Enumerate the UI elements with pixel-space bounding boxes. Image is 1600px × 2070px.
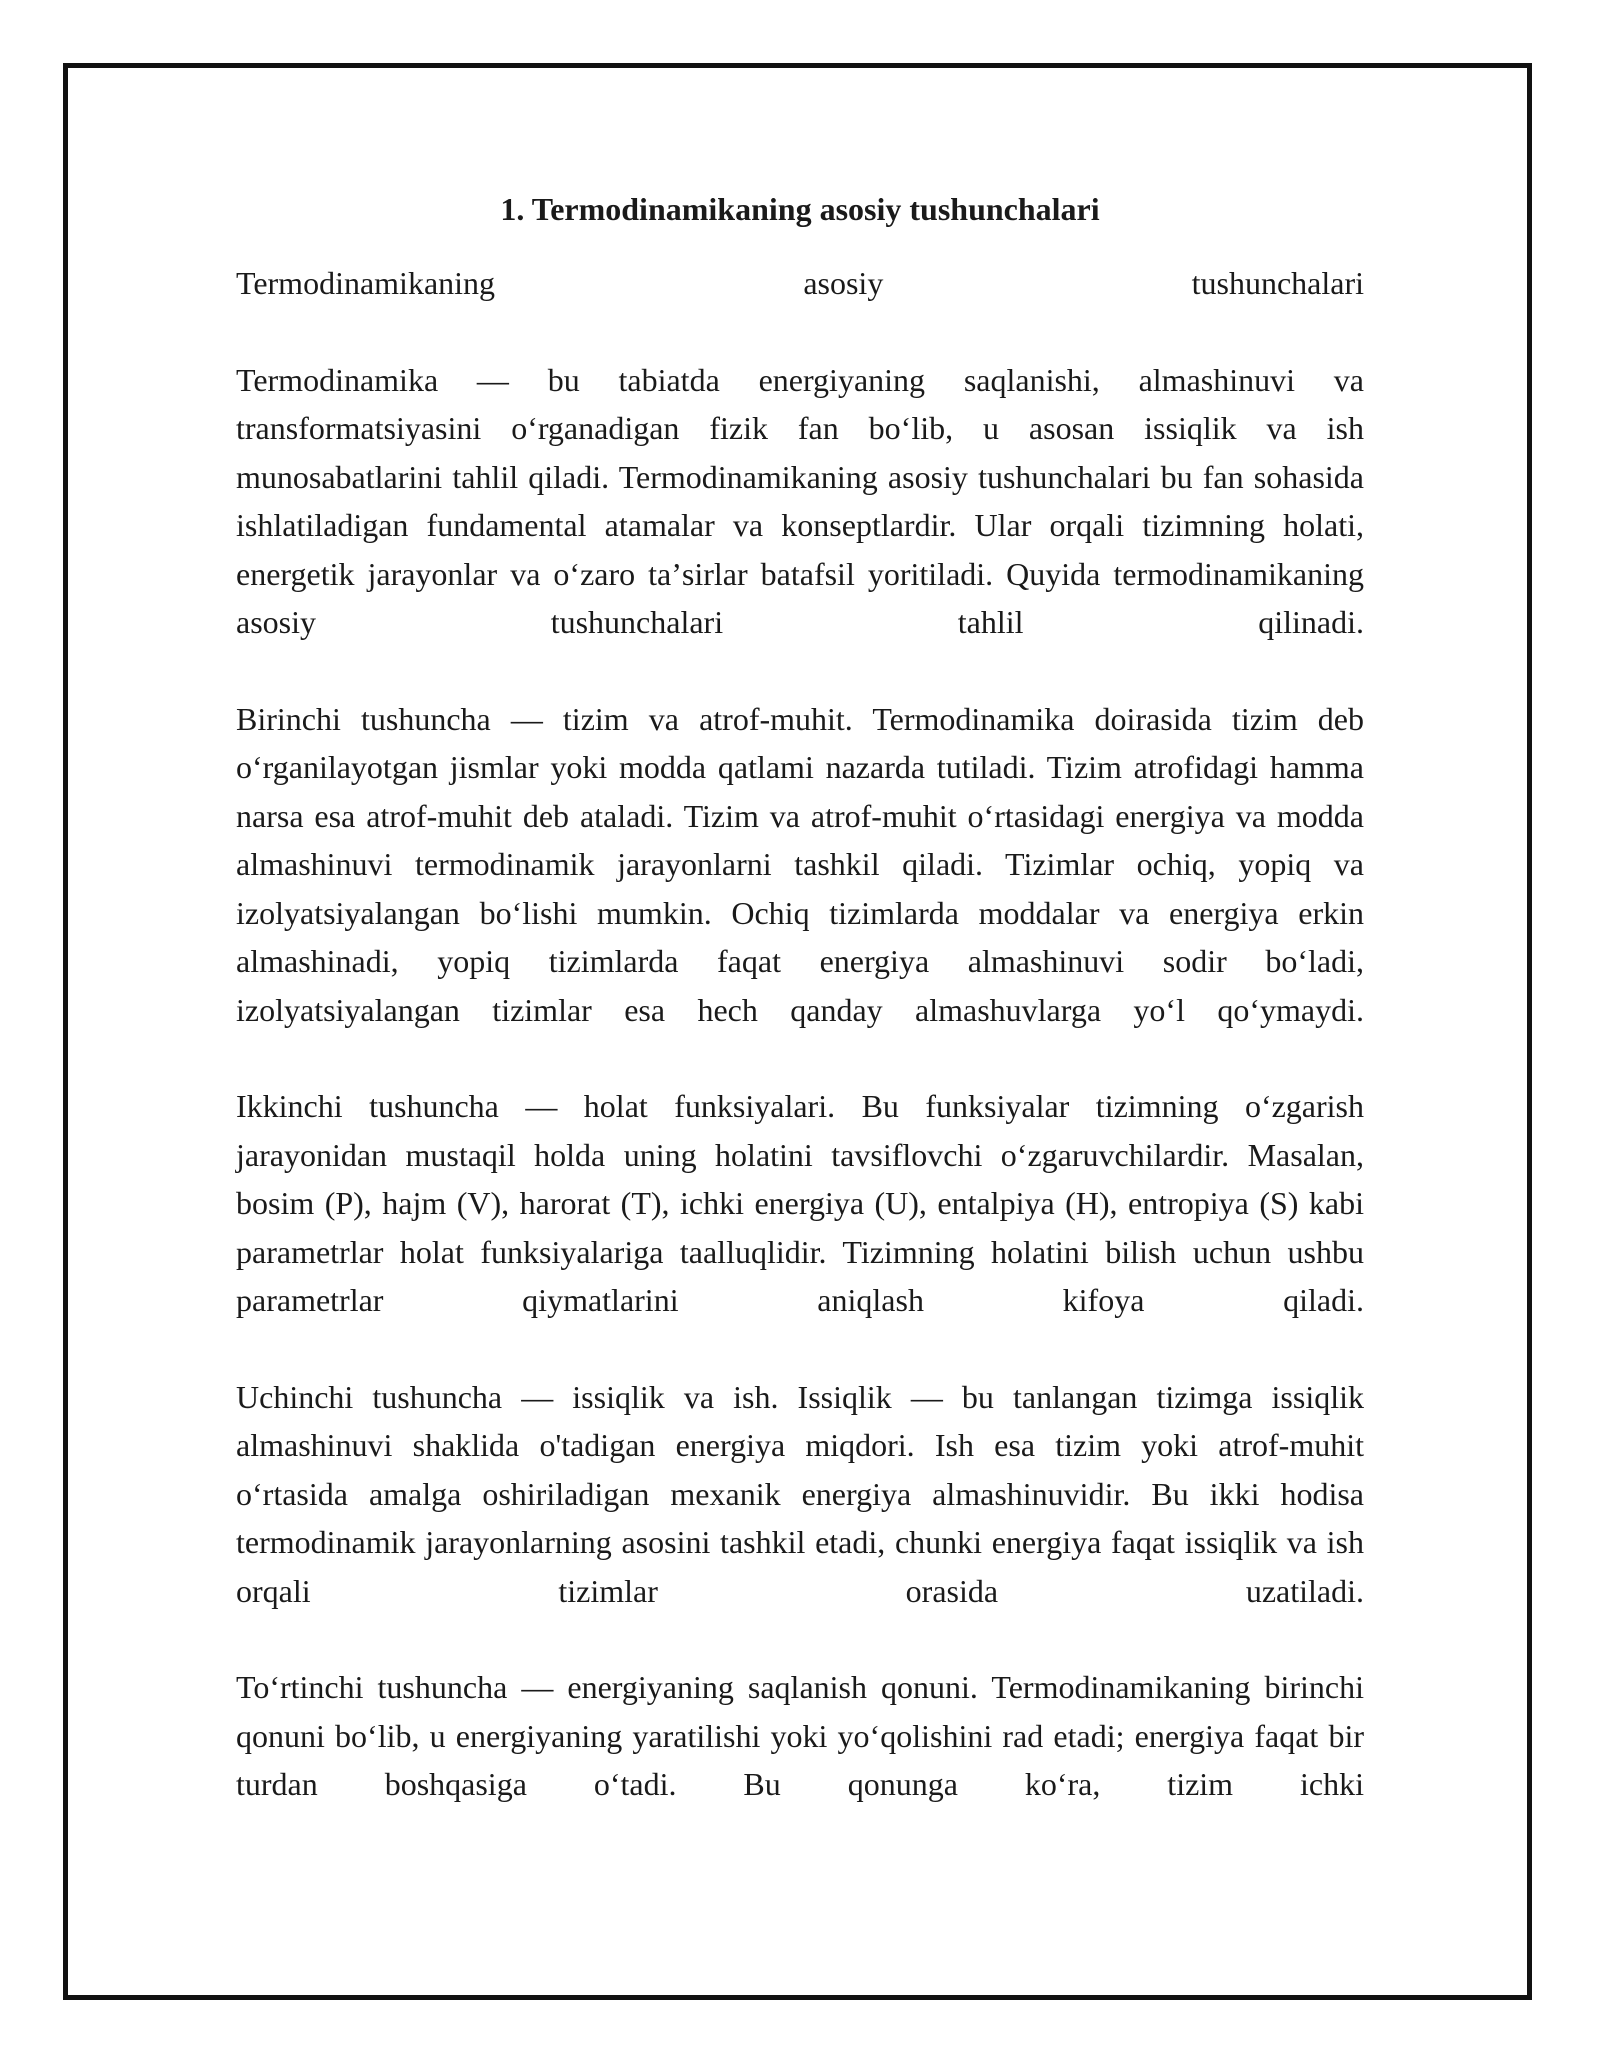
paragraph-fourth-concept: Toʻrtinchi tushuncha — energiyaning saqlanish qonuni. Termodinamikaning birinchi qonuni boʻlib, u energiyaning yaratilishi yoki yoʻqolishini rad etadi; energiya faqat bir turdan boshqasiga oʻtadi. Bu qonunga koʻra, tizim ichki — [236, 1669, 1364, 1802]
paragraph-second-concept: Ikkinchi tushuncha — holat funksiyalari. Bu funksiyalar tizimning oʻzgarish jarayonidan mustaqil holda uning holatini tavsiflovchi oʻzgaruvchilardir. Masalan, bosim (P), hajm (V), harorat (T), ichki energiya (U), entalpiya (H), entropiya (S) kabi parametrlar holat funksiyalariga taalluqlidir. Tizimning holatini bilish uchun ushbu parametrlar qiymatlarini aniqlash kifoya qiladi. — [236, 1088, 1364, 1318]
paragraph-intro: Termodinamika — bu tabiatda energiyaning saqlanishi, almashinuvi va transformatsiyasini oʻrganadigan fizik fan boʻlib, u asosan issiqlik va ish munosabatlarini tahlil qiladi. Termodinamikaning asosiy tushunchalari bu fan sohasida ishlatiladigan fundamental atamalar va konseptlardir. Ular orqali tizimning holati, energetik jarayonlar va oʻzaro taʼsirlar batafsil yoritiladi. Quyida termodinamikaning asosiy tushunchalari tahlil qilinadi. — [236, 361, 1364, 640]
paragraph-first-concept: Birinchi tushuncha — tizim va atrof-muhit. Termodinamika doirasida tizim deb oʻrganilayotgan jismlar yoki modda qatlami nazarda tutiladi. Tizim atrofidagi hamma narsa esa atrof-muhit deb ataladi. Tizim va atrof-muhit oʻrtasidagi energiya va modda almashinuvi termodinamik jarayonlarni tashkil qiladi. Tizimlar ochiq, yopiq va izolyatsiyalangan boʻlishi mumkin. Ochiq tizimlarda moddalar va energiya erkin almashinadi, yopiq tizimlarda faqat energiya almashinuvi sodir boʻladi, izolyatsiyalangan tizimlar esa hech qanday almashuvlarga yoʻl qoʻymaydi. — [236, 700, 1364, 1028]
paragraph-subtitle: Termodinamikaning asosiy tushunchalari — [236, 265, 1364, 301]
document-body — [236, 185, 1364, 1809]
paragraph-third-concept: Uchinchi tushuncha — issiqlik va ish. Issiqlik — bu tanlangan tizimga issiqlik almashinuvi shaklida o'tadigan energiya miqdori. Ish esa tizim yoki atrof-muhit oʻrtasida amalga oshiriladigan mexanik energiya almashinuvidir. Bu ikki hodisa termodinamik jarayonlarning asosini tashkil etadi, chunki energiya faqat issiqlik va ish orqali tizimlar orasida uzatiladi. — [236, 1378, 1364, 1609]
document-title: 1. Termodinamikaning asosiy tushunchalari — [500, 191, 1100, 227]
